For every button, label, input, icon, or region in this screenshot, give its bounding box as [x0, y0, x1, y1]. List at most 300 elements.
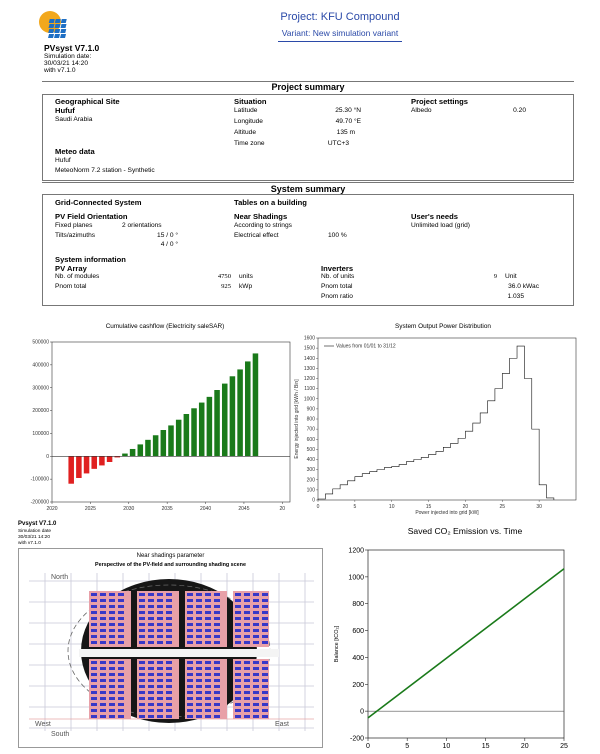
pv-module	[148, 673, 154, 676]
pv-module	[253, 679, 259, 682]
pv-module	[157, 599, 163, 602]
pv-module	[205, 623, 211, 626]
pv-module	[139, 679, 145, 682]
x-tick-label: 25	[499, 504, 506, 510]
pv-module	[196, 703, 202, 706]
power-dist-chart	[290, 332, 580, 518]
pv-module	[253, 667, 259, 670]
pv-module	[244, 629, 250, 632]
y-tick-label: 300	[306, 467, 315, 474]
pv-module	[244, 673, 250, 676]
pv-module	[100, 629, 106, 632]
pv-module	[157, 593, 163, 596]
y-tick-label: 900	[306, 406, 315, 413]
pv-module	[118, 599, 124, 602]
pv-module	[187, 605, 193, 608]
inv-pnom-label: Pnom total	[321, 283, 353, 290]
pv-module	[157, 623, 163, 626]
pv-module	[91, 641, 97, 644]
pv-module	[187, 673, 193, 676]
pv-module	[148, 617, 154, 620]
lat-label: Latitude	[234, 107, 258, 114]
pv-module	[205, 685, 211, 688]
pv-module	[166, 697, 172, 700]
pv-module	[91, 599, 97, 602]
pv-module	[118, 691, 124, 694]
y-tick-label: 200000	[32, 408, 49, 415]
pv-module	[214, 635, 220, 638]
inv-units-value: 9	[493, 273, 497, 280]
pv-module	[118, 709, 124, 712]
pv-module	[109, 697, 115, 700]
pv-module	[196, 697, 202, 700]
pv-module	[109, 635, 115, 638]
pv-module	[187, 709, 193, 712]
pv-module	[214, 667, 220, 670]
pv-module	[196, 709, 202, 712]
y-tick-label: 1000	[348, 574, 364, 582]
pv-module	[235, 611, 241, 614]
pv-module	[166, 635, 172, 638]
pv-module	[148, 593, 154, 596]
pv-module	[253, 605, 259, 608]
pv-module	[253, 623, 259, 626]
pv-module	[91, 667, 97, 670]
pv-module	[214, 611, 220, 614]
cashflow-bar	[107, 456, 113, 462]
pv-module	[196, 635, 202, 638]
x-tick-label: 2035	[161, 506, 173, 512]
pv-module	[91, 661, 97, 664]
cashflow-bar	[253, 353, 259, 456]
mini-line3: with v7.1.0	[18, 541, 41, 546]
pv-module	[166, 641, 172, 644]
cashflow-bar	[138, 444, 144, 456]
pv-module	[244, 667, 250, 670]
pv-module	[109, 685, 115, 688]
inv-pnom-value: 36.0 kWac	[508, 283, 539, 290]
pv-module	[100, 635, 106, 638]
grid-heading: Grid-Connected System	[55, 198, 142, 207]
y-tick-label: 800	[306, 416, 315, 423]
pv-module	[262, 605, 268, 608]
pv-module	[244, 697, 250, 700]
pv-module	[91, 715, 97, 718]
pv-module	[166, 611, 172, 614]
pv-module	[118, 685, 124, 688]
pv-module	[148, 697, 154, 700]
pv-module	[118, 605, 124, 608]
pv-module	[139, 593, 145, 596]
power-dist-title: System Output Power Distribution	[395, 323, 491, 330]
pv-module	[100, 679, 106, 682]
pv-module	[118, 679, 124, 682]
pv-module	[205, 635, 211, 638]
pv-module	[244, 599, 250, 602]
pv-module	[196, 629, 202, 632]
pv-module	[214, 593, 220, 596]
pv-module	[118, 593, 124, 596]
fixed-value: 2 orientations	[122, 222, 162, 229]
pv-module	[109, 661, 115, 664]
lon-value: 49.70 °E	[335, 118, 361, 125]
tables-heading: Tables on a building	[234, 198, 307, 207]
pv-module	[244, 715, 250, 718]
y-tick-label: 300000	[32, 385, 49, 392]
north-label: North	[51, 574, 69, 581]
pv-module	[214, 673, 220, 676]
y-tick-label: 400	[352, 654, 364, 662]
pv-module	[187, 697, 193, 700]
pv-module	[166, 661, 172, 664]
pv-module	[244, 611, 250, 614]
pv-module	[262, 629, 268, 632]
pv-module	[109, 629, 115, 632]
x-axis-label: Power injected into grid [kW]	[415, 510, 479, 516]
pv-module	[100, 605, 106, 608]
pv-module	[91, 617, 97, 620]
pv-module	[253, 685, 259, 688]
pv-module	[118, 697, 124, 700]
pv-module	[244, 635, 250, 638]
pv-module	[214, 605, 220, 608]
tz-value: UTC+3	[327, 140, 349, 147]
cashflow-bar	[161, 430, 167, 456]
pv-module	[253, 697, 259, 700]
meteo-heading: Meteo data	[55, 147, 95, 156]
project-summary-title: Project summary	[271, 82, 345, 92]
pv-module	[235, 679, 241, 682]
pv-module	[244, 593, 250, 596]
pv-module	[187, 703, 193, 706]
pv-module	[244, 679, 250, 682]
legend-label: Values from 01/01 to 31/12	[336, 343, 396, 350]
pv-module	[100, 673, 106, 676]
pv-module	[109, 667, 115, 670]
pv-module	[214, 715, 220, 718]
shading-panel	[18, 548, 323, 748]
pv-module	[157, 685, 163, 688]
pv-module	[196, 667, 202, 670]
pv-module	[166, 605, 172, 608]
pv-module	[235, 635, 241, 638]
pv-module	[196, 679, 202, 682]
cashflow-chart	[12, 334, 302, 514]
pv-module	[100, 667, 106, 670]
pnom-label: Pnom total	[55, 283, 87, 290]
pv-module	[118, 611, 124, 614]
pv-module	[196, 605, 202, 608]
pv-module	[253, 629, 259, 632]
pv-module	[214, 703, 220, 706]
pv-module	[166, 629, 172, 632]
pv-module	[187, 715, 193, 718]
y-tick-label: 0	[46, 453, 49, 460]
pv-module	[262, 715, 268, 718]
cashflow-bar	[168, 425, 174, 456]
pvsyst-logo	[38, 10, 72, 42]
pv-module	[253, 691, 259, 694]
pv-module	[166, 709, 172, 712]
inv-ratio-value: 1.035	[507, 293, 524, 300]
pv-module	[91, 709, 97, 712]
pnom-value: 925	[221, 283, 231, 290]
inverters-heading: Inverters	[321, 264, 354, 273]
pv-module	[148, 715, 154, 718]
west-label: West	[35, 721, 51, 728]
orientation-heading: PV Field Orientation	[55, 212, 128, 221]
pv-module	[196, 593, 202, 596]
pv-module	[157, 611, 163, 614]
x-tick-label: 10	[388, 504, 395, 510]
pv-module	[100, 691, 106, 694]
y-tick-label: 1100	[304, 386, 315, 393]
x-tick-label: 2020	[46, 506, 58, 512]
pv-module	[109, 715, 115, 718]
pv-module	[262, 703, 268, 706]
pv-module	[253, 611, 259, 614]
pv-module	[157, 661, 163, 664]
x-tick-label: 20	[520, 743, 529, 750]
pv-module	[100, 617, 106, 620]
pv-module	[118, 629, 124, 632]
needs-heading: User's needs	[411, 212, 458, 221]
pv-module	[139, 673, 145, 676]
pv-module	[139, 611, 145, 614]
pv-module	[196, 673, 202, 676]
pv-module	[235, 599, 241, 602]
pv-module	[148, 709, 154, 712]
cashflow-bar	[145, 440, 151, 456]
east-label: East	[275, 721, 290, 728]
cashflow-bar	[184, 414, 190, 456]
y-tick-label: 100	[306, 487, 315, 494]
pv-module	[187, 635, 193, 638]
pv-module	[235, 715, 241, 718]
pv-module	[262, 623, 268, 626]
pv-module	[187, 629, 193, 632]
y-tick-label: 1200	[348, 547, 364, 555]
pv-module	[109, 673, 115, 676]
pv-module	[205, 599, 211, 602]
pv-module	[235, 641, 241, 644]
pv-module	[166, 667, 172, 670]
co2-chart	[330, 540, 590, 752]
pv-module	[109, 599, 115, 602]
pv-module	[109, 593, 115, 596]
pv-module	[91, 629, 97, 632]
pv-module	[109, 691, 115, 694]
pv-module	[244, 709, 250, 712]
pv-module	[157, 629, 163, 632]
pv-module	[166, 599, 172, 602]
pv-module	[91, 691, 97, 694]
pv-module	[100, 715, 106, 718]
pv-module	[205, 703, 211, 706]
shadings-heading: Near Shadings	[234, 212, 288, 221]
pv-module	[262, 685, 268, 688]
cashflow-bar	[99, 456, 105, 465]
pv-module	[196, 641, 202, 644]
pv-module	[109, 623, 115, 626]
pv-module	[214, 691, 220, 694]
pv-module	[253, 635, 259, 638]
x-tick-label: 15	[481, 743, 490, 750]
cashflow-bar	[191, 408, 197, 456]
pv-module	[139, 709, 145, 712]
pv-module	[157, 635, 163, 638]
cashflow-bar	[76, 456, 82, 478]
pv-module	[91, 611, 97, 614]
pv-module	[166, 593, 172, 596]
divider	[42, 81, 574, 82]
cashflow-bar	[222, 384, 228, 457]
pv-module	[100, 641, 106, 644]
pv-module	[235, 709, 241, 712]
x-tick-label: 20	[462, 504, 469, 510]
pv-module	[100, 685, 106, 688]
pv-module	[118, 641, 124, 644]
pv-module	[148, 703, 154, 706]
pv-module	[196, 611, 202, 614]
pv-module	[139, 629, 145, 632]
meteo-site: Hufuf	[55, 157, 71, 164]
pv-module	[91, 635, 97, 638]
pv-module	[235, 667, 241, 670]
x-tick-label: 5	[405, 743, 410, 750]
cashflow-bar	[91, 456, 97, 469]
pv-module	[148, 635, 154, 638]
y-tick-label: -200	[349, 735, 364, 743]
x-tick-label: 15	[425, 504, 432, 510]
sim-date-label: Simulation date:	[44, 53, 92, 60]
tilts-label: Tilts/azimuths	[55, 232, 96, 239]
plot-frame	[318, 338, 576, 500]
pv-module	[91, 605, 97, 608]
shading-subtitle: Perspective of the PV-field and surrounding shading scene	[95, 562, 246, 568]
pv-module	[214, 599, 220, 602]
elec-value: 100 %	[328, 232, 347, 239]
alt-label: Altitude	[234, 129, 256, 136]
country: Saudi Arabia	[55, 116, 93, 123]
walkway	[79, 649, 279, 657]
pv-module	[205, 679, 211, 682]
pv-module	[139, 623, 145, 626]
y-tick-label: 1300	[303, 365, 315, 372]
y-tick-label: -100000	[30, 476, 49, 483]
distribution-line	[318, 343, 554, 500]
pv-module	[157, 641, 163, 644]
pv-module	[244, 685, 250, 688]
pv-module	[214, 709, 220, 712]
co2-title: Saved CO₂ Emission vs. Time	[407, 526, 523, 536]
pv-module	[244, 641, 250, 644]
pv-module	[109, 709, 115, 712]
pv-module	[253, 617, 259, 620]
pv-module	[187, 623, 193, 626]
pv-module	[205, 611, 211, 614]
pv-module	[148, 629, 154, 632]
pv-module	[214, 623, 220, 626]
pv-module	[205, 673, 211, 676]
cashflow-bar	[207, 397, 213, 456]
info-heading: System information	[55, 255, 126, 264]
y-tick-label: 400000	[32, 362, 49, 369]
pv-module	[262, 691, 268, 694]
situation-heading: Situation	[234, 97, 267, 106]
cashflow-bar	[84, 456, 90, 473]
pv-module	[139, 667, 145, 670]
inv-ratio-label: Pnom ratio	[321, 293, 353, 300]
app-version: PVsyst V7.1.0	[44, 43, 100, 53]
x-tick-label: 2040	[199, 506, 212, 512]
pv-module	[205, 617, 211, 620]
system-summary-title: System summary	[270, 184, 346, 194]
x-tick-label: 30	[536, 504, 542, 510]
pv-module	[139, 661, 145, 664]
pnom-unit: kWp	[239, 283, 253, 290]
pv-module	[118, 715, 124, 718]
cashflow-bar	[153, 435, 159, 456]
tilts-value-1: 15 / 0 °	[157, 232, 178, 239]
y-tick-label: 1000	[303, 396, 315, 403]
x-tick-label: 2045	[238, 506, 250, 512]
pv-module	[214, 641, 220, 644]
pv-module	[235, 661, 241, 664]
pv-module	[148, 691, 154, 694]
pv-module	[166, 685, 172, 688]
mini-app: Pvsyst V7.1.0	[18, 521, 57, 527]
pv-module	[100, 623, 106, 626]
y-tick-label: 500000	[32, 339, 49, 346]
pv-module	[187, 617, 193, 620]
tilts-value-2: 4 / 0 °	[160, 241, 178, 248]
modules-unit: units	[239, 273, 253, 280]
project-summary-box	[42, 94, 574, 181]
y-tick-label: 600	[306, 436, 315, 443]
y-tick-label: 0	[312, 497, 315, 504]
geo-heading: Geographical Site	[55, 97, 120, 106]
pv-module	[187, 611, 193, 614]
pv-module	[244, 617, 250, 620]
y-axis-label: Balance [tCO₂]	[334, 625, 340, 663]
array-heading: PV Array	[55, 264, 87, 273]
pv-module	[244, 703, 250, 706]
y-tick-label: 500	[306, 446, 315, 453]
pv-module	[118, 635, 124, 638]
albedo-label: Albedo	[411, 107, 432, 114]
pv-module	[235, 691, 241, 694]
pv-module	[91, 697, 97, 700]
pv-module	[166, 715, 172, 718]
system-summary-box	[42, 194, 574, 306]
modules-label: Nb. of modules	[55, 273, 100, 280]
pv-module	[109, 605, 115, 608]
pv-module	[157, 703, 163, 706]
pv-module	[91, 703, 97, 706]
pv-module	[139, 599, 145, 602]
pv-module	[118, 673, 124, 676]
pv-module	[253, 641, 259, 644]
pv-module	[262, 673, 268, 676]
pv-module	[214, 679, 220, 682]
cashflow-bar	[199, 403, 205, 457]
pv-module	[118, 617, 124, 620]
pv-module	[157, 605, 163, 608]
y-tick-label: 200	[306, 477, 315, 484]
pv-module	[205, 715, 211, 718]
pv-module	[109, 641, 115, 644]
